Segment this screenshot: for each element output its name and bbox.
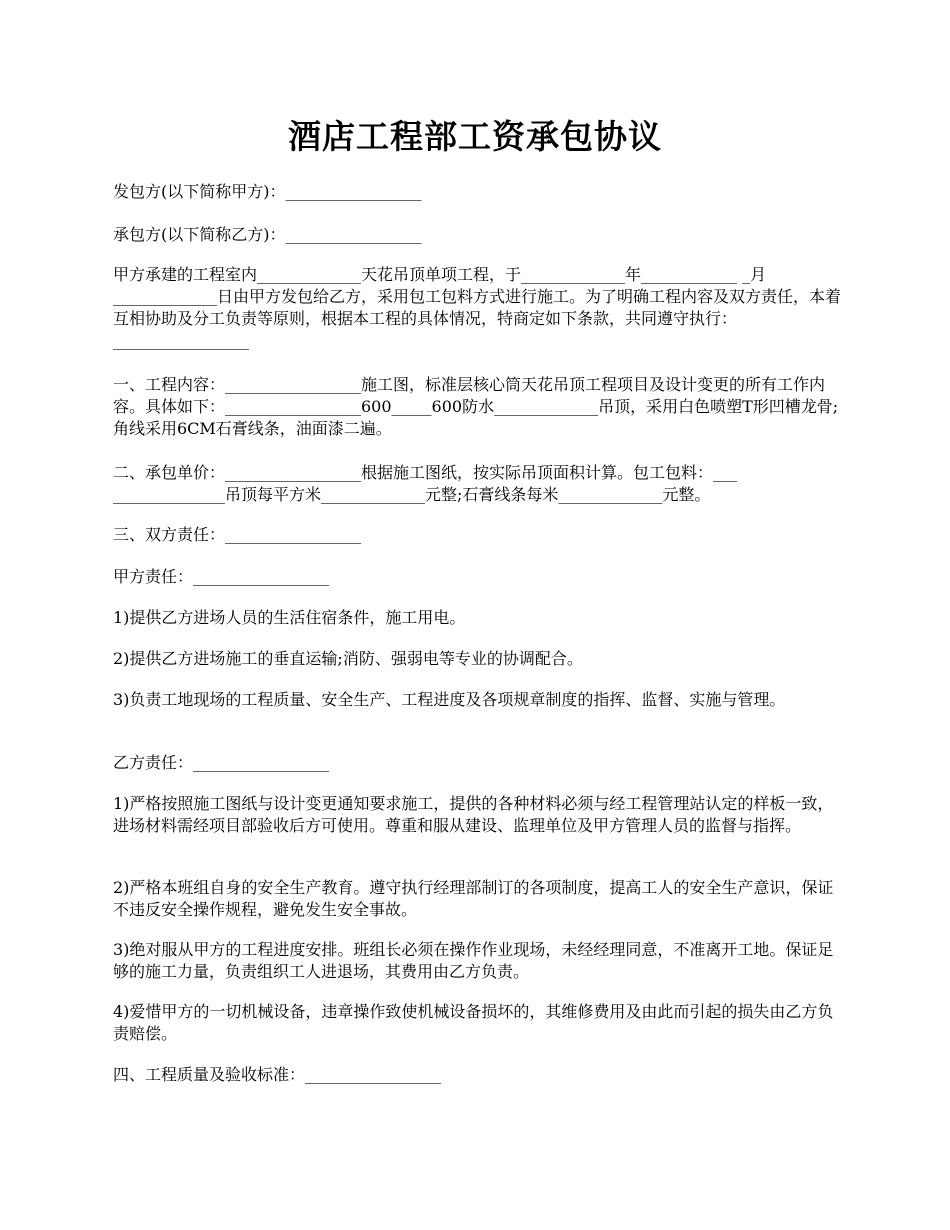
party-b-duty-1: 1)严格按照施工图纸与设计变更通知要求施工，提供的各种材料必须与经工程管理站认定的样板一致，进场材料需经项目部验收后方可使用。尊重和服从建设、监理单位及甲方管理人员的监督与指挥。 [113, 794, 834, 835]
party-a-duties-heading: 甲方责任：_________________ [113, 567, 330, 586]
party-a-duty-1: 1)提供乙方进场人员的生活住宿条件，施工用电。 [113, 608, 466, 627]
section-2-price: 二、承包单价：_________________根据施工图纸，按实际吊顶面积计算。包工包料：___ ______________吊顶每平方米_____________元整;石膏线条每米_____________元整。 [113, 463, 738, 504]
section-4-heading: 四、工程质量及验收标准：_________________ [113, 1065, 442, 1084]
intro-paragraph: 甲方承建的工程室内_____________天花吊顶单项工程，于_____________年____________ _月_____________日由甲方发包给乙方，采用包工包料方式进行施工。为了明确工程内容及双方责任，本着互相协助及分工负责等原则，根据本工程的具体情况，特商定如下条款，共同遵守执行：_________________ [113, 265, 842, 350]
section-1-content: 一、工程内容：_________________施工图，标准层核心筒天花吊顶工程项目及设计变更的所有工作内容。具体如下：_________________600_____600防水_____________吊顶，采用白色喷塑T形凹槽龙骨;角线采用6CM石膏线条，油面漆二遍。 [113, 375, 839, 438]
document-title: 酒店工程部工资承包协议 [288, 117, 662, 156]
party-b-duty-3: 3)绝对服从甲方的工程进度安排。班组长必须在操作作业现场，未经经理同意，不准离开工地。保证足够的施工力量，负责组织工人进退场，其费用由乙方负责。 [113, 940, 834, 981]
section-3-heading: 三、双方责任：_________________ [113, 525, 362, 544]
party-b-duties-heading: 乙方责任：_________________ [113, 753, 330, 772]
party-b-duty-2: 2)严格本班组自身的安全生产教育。遵守执行经理部制订的各项制度，提高工人的安全生产意识，保证不违反安全操作规程，避免发生安全事故。 [113, 878, 834, 919]
party-b-line: 承包方(以下简称乙方)：_________________ [113, 225, 422, 244]
party-b-duty-4: 4)爱惜甲方的一切机械设备，违章操作致使机械设备损坏的，其维修费用及由此而引起的损失由乙方负责赔偿。 [113, 1002, 834, 1043]
party-a-duty-3: 3)负责工地现场的工程质量、安全生产、工程进度及各项规章制度的指挥、监督、实施与管理。 [113, 690, 786, 709]
party-a-line: 发包方(以下简称甲方)：_________________ [113, 182, 422, 201]
party-a-duty-2: 2)提供乙方进场施工的垂直运输;消防、强弱电等专业的协调配合。 [113, 649, 583, 668]
